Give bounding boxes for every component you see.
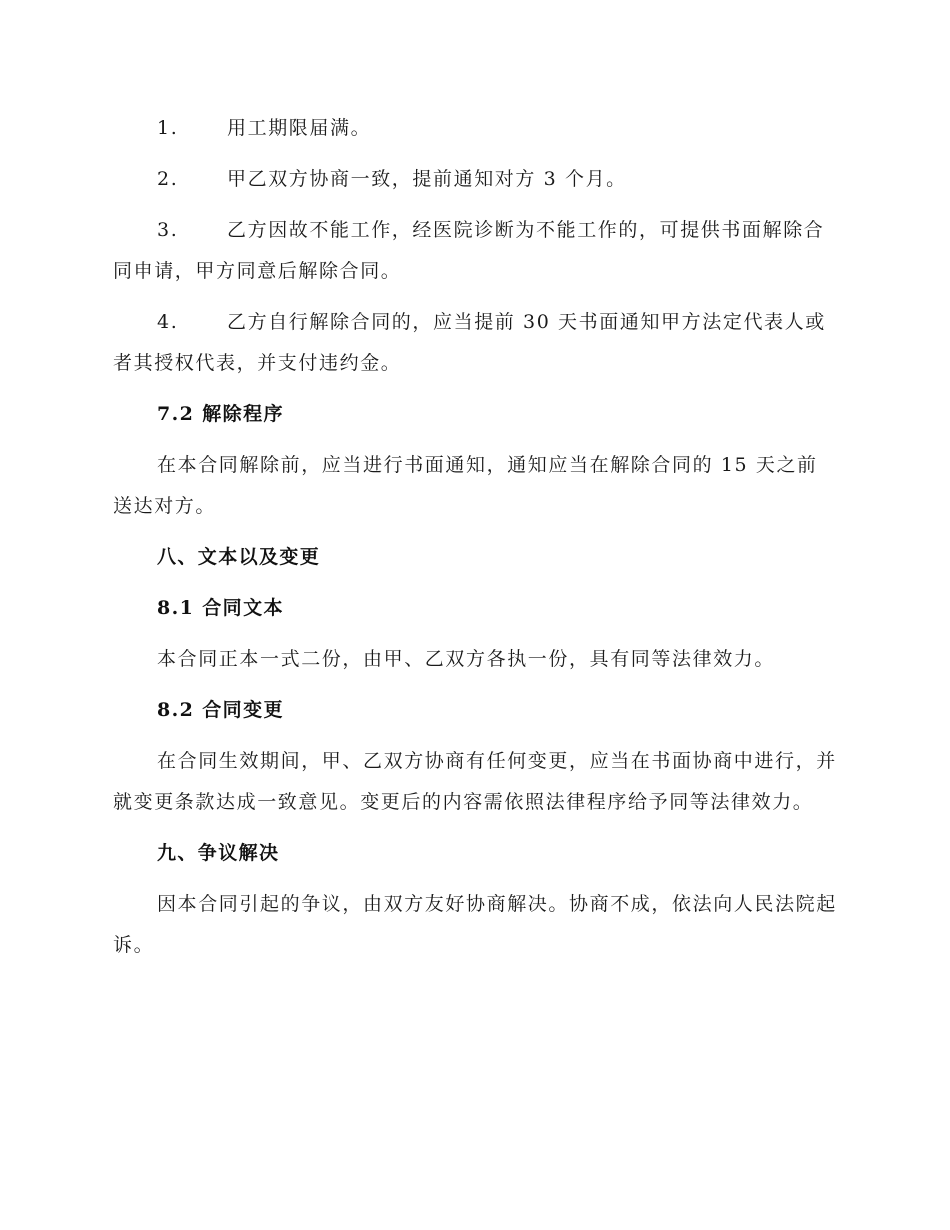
list-item-4 bbox=[113, 302, 838, 384]
list-text: 甲乙双方协商一致，提前通知对方 3 个月。 bbox=[227, 168, 627, 190]
document-body bbox=[113, 108, 838, 976]
paragraph-8-1: 本合同正本一式二份，由甲、乙双方各执一份，具有同等法律效力。 bbox=[157, 648, 776, 670]
list-text: 乙方自行解除合同的，应当提前 30 天书面通知甲方法定代表人或者其授权代表，并支付违约金。 bbox=[113, 311, 826, 374]
list-number: 4. bbox=[157, 311, 179, 333]
section-heading-8-1: 8.1 合同文本 bbox=[157, 597, 284, 619]
paragraph-8-2: 在合同生效期间，甲、乙双方协商有任何变更，应当在书面协商中进行，并就变更条款达成一致意见。变更后的内容需依照法律程序给予同等法律效力。 bbox=[113, 750, 837, 813]
section-heading-8-2: 8.2 合同变更 bbox=[157, 699, 284, 721]
paragraph-9: 因本合同引起的争议，由双方友好协商解决。协商不成，依法向人民法院起诉。 bbox=[113, 893, 837, 956]
list-number: 2. bbox=[157, 168, 179, 190]
section-heading-7-2: 7.2 解除程序 bbox=[157, 403, 284, 425]
list-text: 乙方因故不能工作，经医院诊断为不能工作的，可提供书面解除合同申请，甲方同意后解除合同。 bbox=[113, 219, 825, 282]
list-text: 用工期限届满。 bbox=[227, 117, 372, 139]
section-heading-9: 九、争议解决 bbox=[157, 842, 280, 864]
list-item-2 bbox=[113, 159, 838, 200]
list-item-1 bbox=[113, 108, 838, 149]
list-item-3 bbox=[113, 210, 838, 292]
paragraph-7-2: 在本合同解除前，应当进行书面通知，通知应当在解除合同的 15 天之前送达对方。 bbox=[113, 454, 818, 517]
section-heading-8: 八、文本以及变更 bbox=[157, 546, 321, 568]
list-number: 3. bbox=[157, 219, 179, 241]
list-number: 1. bbox=[157, 117, 179, 139]
